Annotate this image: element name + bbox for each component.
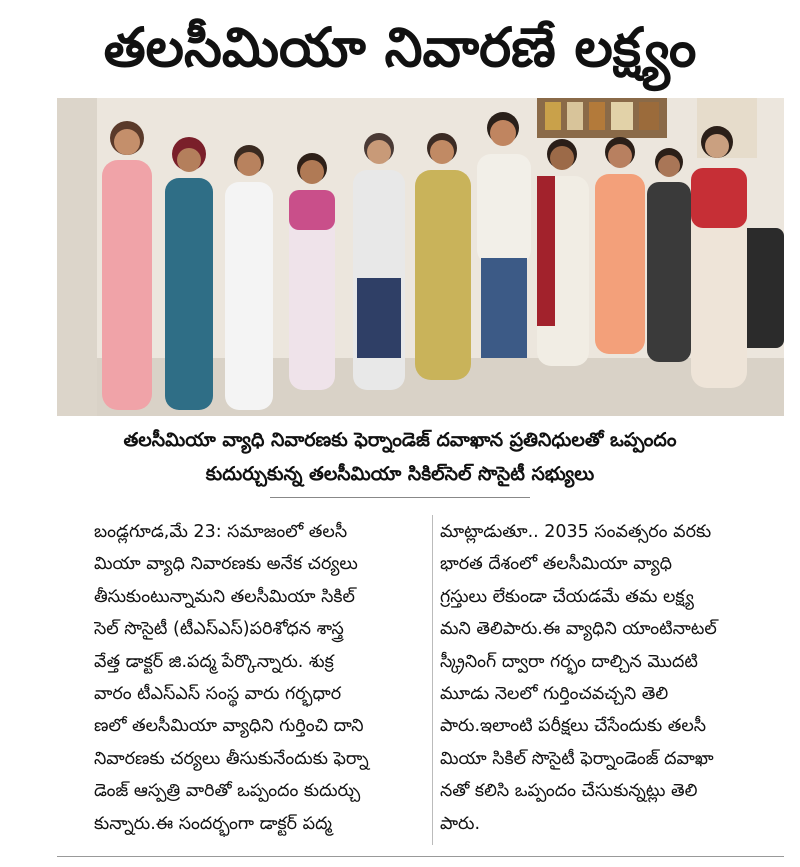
article-line: కున్నారు.ఈ సందర్భంగా డాక్టర్ పద్మ xyxy=(94,813,332,834)
article-line: డెంజ్ ఆస్పత్రి వారితో ఒప్పందం కుదుర్చు xyxy=(94,781,361,802)
article-line: బండ్లగూడ,మే 23: సమాజంలో తలసీ xyxy=(94,522,348,542)
caption-line: కుదుర్చుకున్న తలసీమియా సికిల్‌సెల్ సొసైటీ సభ్యులు xyxy=(205,463,595,485)
article-line: మియా సికిల్ సొసైటీ ఫెర్నాండెంజ్ దవాఖా xyxy=(440,748,714,769)
photo-door xyxy=(57,98,97,416)
article-column-right xyxy=(440,516,780,840)
article-line: మూడు నెలలో గుర్తించవచ్చని తెలి xyxy=(440,684,669,705)
article-line: సెల్ సొసైటీ (టీఎస్ఎస్)పరిశోధన శాస్త్ర xyxy=(94,619,344,640)
shelf-frame xyxy=(567,102,583,130)
article-line: భారత దేశంలో తలసీమియా వ్యాధి xyxy=(440,554,672,575)
article-line: మాట్లాడుతూ.. 2035 సంవత్సరం వరకు xyxy=(440,522,712,542)
headline: తలసీమియా నివారణే లక్ష్యం xyxy=(103,16,697,79)
article-line: మియా వ్యాధి నివారణకు అనేక చర్యలు xyxy=(94,554,358,575)
article-line: వేత్త డాక్టర్ జి.పద్మ పేర్కొన్నారు. శుక్ర xyxy=(94,651,334,672)
person-1 xyxy=(102,121,152,410)
group-photo-icon xyxy=(57,98,784,416)
caption-line: తలసీమియా వ్యాధి నివారణకు ఫెర్నాండెజ్ దవాఖాన ప్రతినిధులతో ఒప్పందం xyxy=(123,429,677,451)
person-5 xyxy=(353,133,405,390)
caption-divider xyxy=(270,497,530,498)
column-divider xyxy=(432,515,433,845)
article-line: వారం టీఎస్ఎస్ సంస్థ వారు గర్భధార xyxy=(94,684,342,705)
shelf-frame xyxy=(545,102,561,130)
photo-caption xyxy=(40,423,760,491)
bottom-divider xyxy=(57,856,784,857)
article-line: పారు.ఇలాంటి పరీక్షలు చేసేందుకు తలసీ xyxy=(440,716,707,737)
article-column-left xyxy=(94,516,424,840)
article-line: మని తెలిపారు.ఈ వ్యాధిని యాంటినాటల్ xyxy=(440,619,717,640)
article-line: నతో కలిసి ఒప్పందం చేసుకున్నట్లు తెలి xyxy=(440,781,698,802)
article-line: తీసుకుంటున్నామని తలసీమియా సికిల్ xyxy=(94,586,355,607)
article-line: గ్రస్తులు లేకుండా చేయడమే తమ లక్ష్య xyxy=(440,586,694,607)
article-line: ణలో తలసీమియా వ్యాధిని గుర్తించి దాని xyxy=(94,716,364,737)
group-photo xyxy=(57,98,784,416)
article-line: పారు. xyxy=(440,813,481,834)
person-3 xyxy=(225,145,273,410)
article-line: నివారణకు చర్యలు తీసుకునేందుకు ఫెర్నా xyxy=(94,748,369,769)
shelf-frame xyxy=(639,102,659,130)
shelf-frame xyxy=(611,102,633,130)
article-line: స్క్రీనింగ్ ద్వారా గర్భం దాల్చిన మొదటి xyxy=(440,651,698,672)
shelf-frame xyxy=(589,102,605,130)
